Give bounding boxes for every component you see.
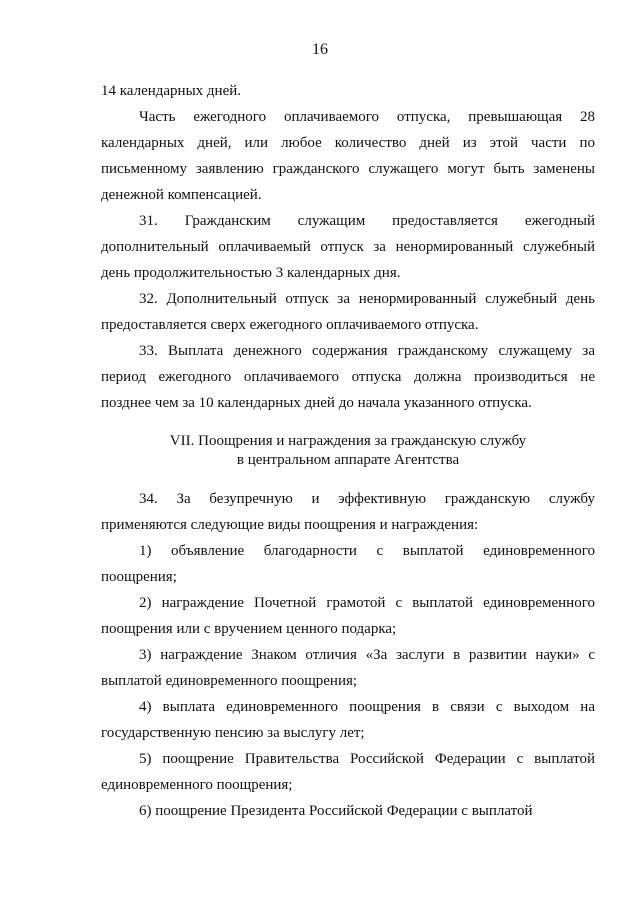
paragraph: 32. Дополнительный отпуск за ненормированный служебный день предоставляется сверх ежегодного оплачиваемого отпуска.: [101, 291, 595, 333]
section-heading-line: в центральном аппарате Агентства: [236, 452, 460, 468]
page-number: 16: [312, 41, 328, 58]
list-item: 1) объявление благодарности с выплатой единовременного поощрения;: [101, 543, 595, 585]
document-body: [101, 78, 595, 824]
paragraph: 34. За безупречную и эффективную гражданскую службу применяются следующие виды поощрения и награждения:: [101, 491, 595, 533]
section-heading-line: VII. Поощрения и награждения за гражданскую службу: [169, 433, 527, 449]
list-item: 2) награждение Почетной грамотой с выплатой единовременного поощрения или с вручением ценного подарка;: [101, 595, 595, 637]
section-heading: [101, 432, 595, 470]
list-item: 3) награждение Знаком отличия «За заслуги в развитии науки» с выплатой единовременного поощрения;: [101, 647, 595, 689]
paragraph: Часть ежегодного оплачиваемого отпуска, превышающая 28 календарных дней, или любое количество дней из этой части по письменному заявлению гражданского служащего могут быть заменены денежной компенсацией.: [101, 109, 595, 203]
paragraph: 14 календарных дней.: [101, 83, 242, 99]
paragraph: 31. Гражданским служащим предоставляется ежегодный дополнительный оплачиваемый отпуск за ненормированный служебный день продолжительностью 3 календарных дня.: [101, 213, 595, 281]
paragraph: 33. Выплата денежного содержания гражданскому служащему за период ежегодного оплачиваемого отпуска должна производиться не позднее чем за 10 календарных дней до начала указанного отпуска.: [101, 343, 595, 411]
list-item: 5) поощрение Правительства Российской Федерации с выплатой единовременного поощрения;: [101, 751, 595, 793]
list-item: 6) поощрение Президента Российской Федерации с выплатой: [139, 803, 533, 819]
list-item: 4) выплата единовременного поощрения в связи с выходом на государственную пенсию за выслугу лет;: [101, 699, 595, 741]
